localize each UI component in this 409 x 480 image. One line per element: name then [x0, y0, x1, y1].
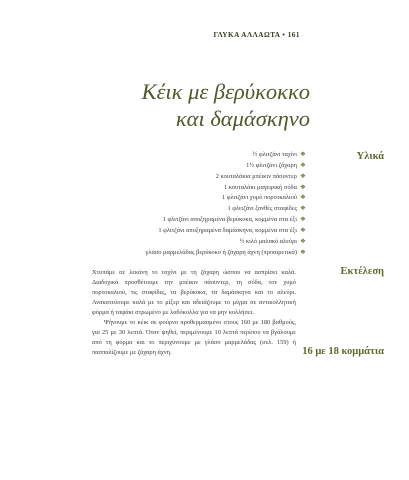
ingredients-heading: Υλικά	[356, 151, 384, 162]
ingredient-item: 1 φλιτζάνι αποξηραμένα δαμάσκηνα, κομμένα στα έξι ❖	[146, 226, 305, 237]
diamond-bullet-icon: ❖	[300, 226, 306, 234]
ingredient-item: 1 φλιτζάνι ξανθές σταφίδες ❖	[146, 204, 305, 215]
diamond-bullet-icon: ❖	[300, 183, 306, 191]
method-heading: Εκτέλεση	[340, 266, 384, 277]
ingredient-item: 1½ φλιτζάνι ζάχαρη ❖	[146, 161, 305, 172]
ingredient-item: ½ φλιτζάνι ταχίνι ❖	[146, 150, 305, 161]
ingredients-list	[146, 150, 305, 258]
ingredient-item: ½ κιλό μαλακό αλεύρι ❖	[146, 237, 305, 248]
yield-label: 16 με 18 κομμάτια	[302, 346, 384, 357]
ingredient-item: 2 κουταλάκια μπέικιν πάουντερ ❖	[146, 172, 305, 183]
recipe-title-line-1: Κέικ με βερύκοκκο	[141, 79, 310, 104]
diamond-bullet-icon: ❖	[300, 237, 306, 245]
method-text	[92, 268, 296, 358]
diamond-bullet-icon: ❖	[300, 172, 306, 180]
method-paragraph: Ψήνουμε το κέικ σε φούρνο προθερμασμένο στους 160 με 180 βαθμούς, για 25 με 30 λεπτά. Όταν ψηθεί, περιμένουμε 10 λεπτά περίπου να βγάλουμε από τη φόρμα και το περιχύνουμε με γλάσο μαρμελάδας (σελ. 159) ή πασπαλίζουμε με ζάχαρη άχνη.	[92, 319, 296, 356]
ingredient-item: 1 κουταλάκι μαγειρική σόδα ❖	[146, 183, 305, 194]
ingredient-item: 1 φλιτζάνι χυμό πορτοκαλιού ❖	[146, 193, 305, 204]
diamond-bullet-icon: ❖	[300, 194, 306, 202]
running-head: ΓΛΥΚΑ ΑΛΛΑΩΤΑ • 161	[213, 31, 300, 39]
diamond-bullet-icon: ❖	[300, 161, 306, 169]
ingredient-item: 1 φλιτζάνι αποξηραμένα βερύκοκα, κομμένα στα έξι ❖	[146, 215, 305, 226]
diamond-bullet-icon: ❖	[300, 205, 306, 213]
ingredient-item: γλάσο μαρμελάδας βερύκοκο ή ζάχαρη άχνη (προαιρετικά) ❖	[146, 248, 305, 259]
recipe-title	[80, 78, 310, 132]
recipe-title-line-2: και δαμάσκηνο	[175, 106, 310, 131]
diamond-bullet-icon: ❖	[300, 216, 306, 224]
diamond-bullet-icon: ❖	[300, 151, 306, 158]
method-paragraph: Χτυπάμε σε λεκάνη το ταχίνι με τη ζάχαρη ώσπου να ασπρίσει καλά. Διαδοχικά προσθέτουμε την μπέικιν πάουντερ, τη σόδα, τον χυμό πορτοκαλιού, τις σταφίδες, τα βερύκοκα, τα δαμάσκηνα και το αλεύρι. Ανακατεύουμε καλά με το μίξερ και αδειάζουμε το μίγμα σε αντικολλητική φόρμα ή ταψάκι στρωμένο με λαδόκολλα για να μην κολλήσει.	[92, 269, 296, 316]
diamond-bullet-icon: ❖	[300, 248, 306, 256]
